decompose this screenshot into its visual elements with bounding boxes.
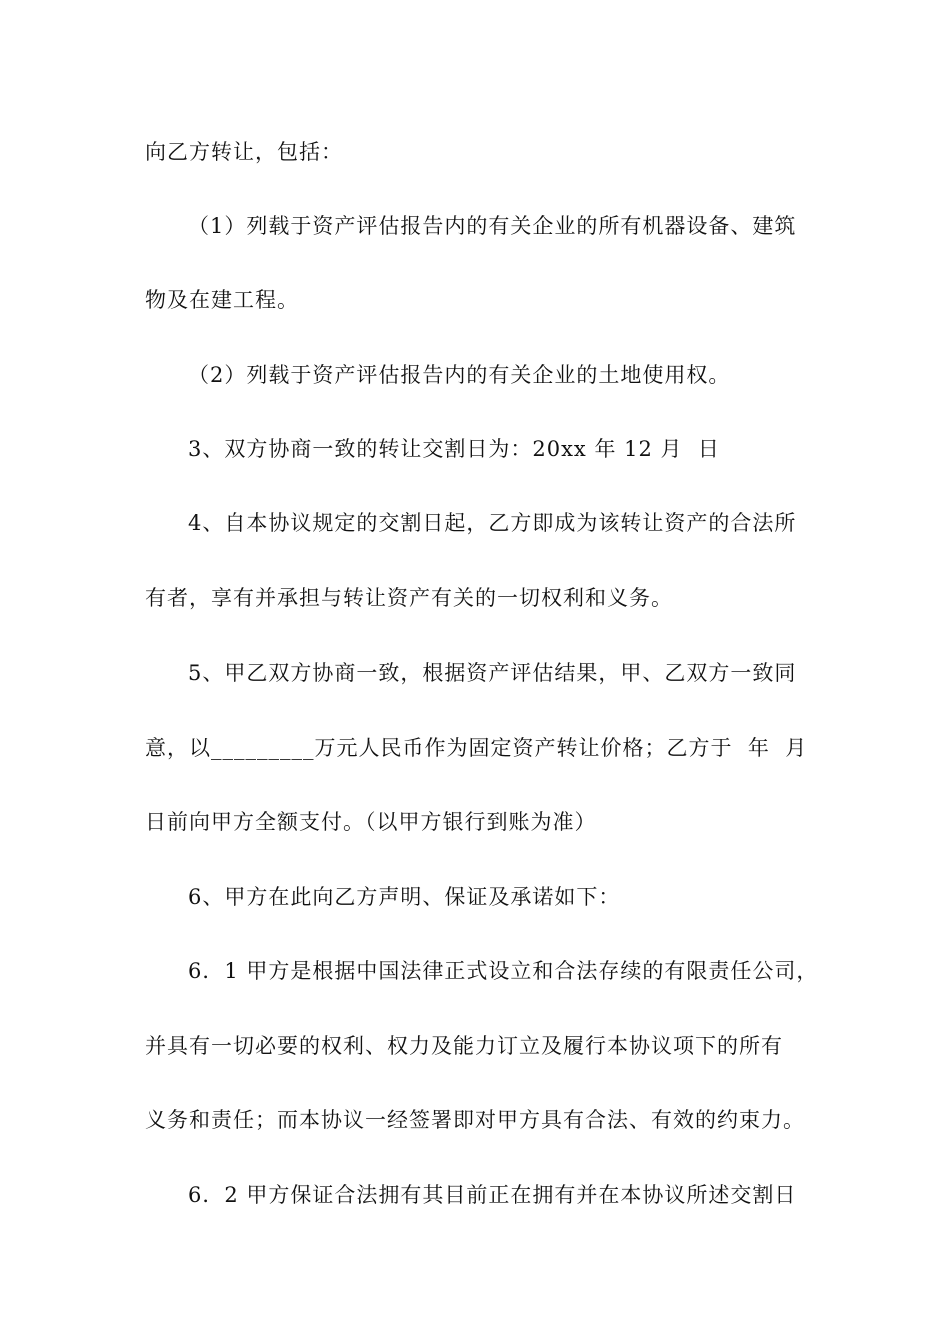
paragraph-line: 6．2 甲方保证合法拥有其目前正在拥有并在本协议所述交割日 (188, 1183, 797, 1207)
paragraph-line: 4、自本协议规定的交割日起，乙方即成为该转让资产的合法所 (188, 511, 797, 535)
paragraph-line: 意，以_________万元人民币作为固定资产转让价格；乙方于 年 月 (145, 736, 808, 760)
paragraph-line: 6、甲方在此向乙方声明、保证及承诺如下： (188, 885, 621, 909)
paragraph-line: 义务和责任；而本协议一经签署即对甲方具有合法、有效的约束力。 (145, 1108, 805, 1132)
paragraph-line: 5、甲乙双方协商一致，根据资产评估结果，甲、乙双方一致同 (188, 661, 797, 685)
paragraph-line: 物及在建工程。 (145, 288, 299, 312)
paragraph-line: （1）列载于资产评估报告内的有关企业的所有机器设备、建筑 (188, 214, 797, 238)
paragraph-line: 3、双方协商一致的转让交割日为：20xx 年 12 月 日 (188, 437, 720, 461)
paragraph-line: 6．1 甲方是根据中国法律正式设立和合法存续的有限责任公司， (188, 959, 819, 983)
paragraph-line: 向乙方转让，包括： (145, 140, 343, 164)
paragraph-line: 有者，享有并承担与转让资产有关的一切权利和义务。 (145, 586, 673, 610)
paragraph-line: （2）列载于资产评估报告内的有关企业的土地使用权。 (188, 363, 731, 387)
paragraph-line: 日前向甲方全额支付。（以甲方银行到账为准） (145, 810, 597, 834)
paragraph-line: 并具有一切必要的权利、权力及能力订立及履行本协议项下的所有 (145, 1034, 783, 1058)
